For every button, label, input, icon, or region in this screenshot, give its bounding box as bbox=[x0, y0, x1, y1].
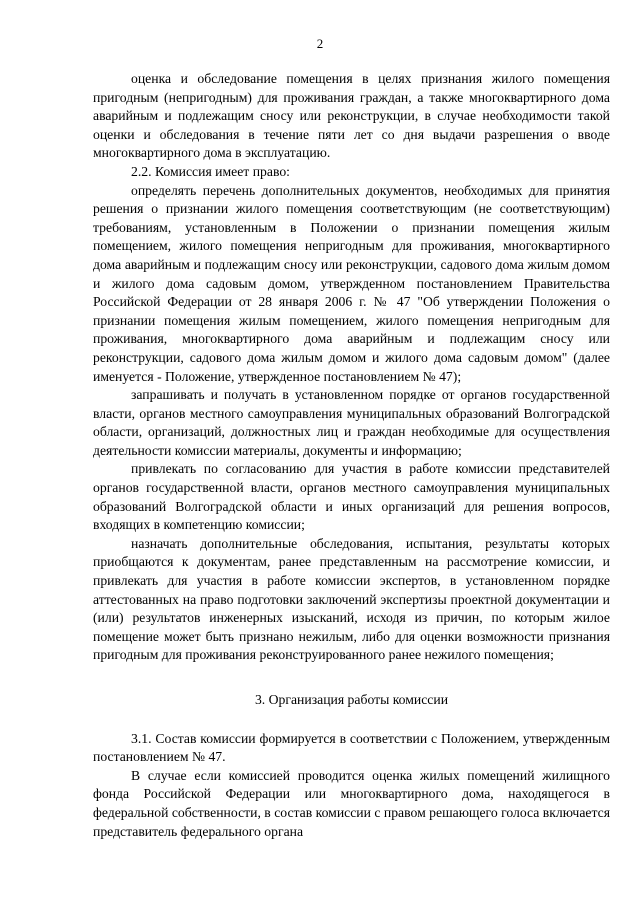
paragraph-commission-rights-heading: 2.2. Комиссия имеет право: bbox=[131, 163, 290, 179]
paragraph-federal-representative: В случае если комиссией проводится оценка жилых помещений жилищного фонда Российской Федерации или многоквартирного дома, находящегося в федеральной собственности, в состав комиссии с правом решающего голоса включается представитель федерального органа bbox=[93, 767, 610, 839]
page-number: 2 bbox=[316, 36, 324, 51]
paragraph-involve-representatives: привлекать по согласованию для участия в работе комиссии представителей органов государственной власти, органов местного самоуправления муниципальных образований Волгоградской области и иных организаций для решения вопросов, входящих в компетенцию комиссии; bbox=[93, 461, 610, 533]
paragraph-define-documents: определять перечень дополнительных документов, необходимых для принятия решения о признании жилого помещения соответствующим (не соответствующим) требованиям, установленным в Положении о признании помещения жилым помещением, жилого помещения непригодным для проживания, многоквартирного дома аварийным и подлежащим сносу или реконструкции, садового дома жилым домом и жилого дома садовым домом, утвержденном постановлением Правительства Российской Федерации от 28 января 2006 г. № 47 "Об утверждении Положения о признании помещения жилым помещением, жилого помещения непригодным для проживания, многоквартирного дома аварийным и подлежащим сносу или реконструкции, садового дома жилым домом и жилого дома садовым домом" (далее именуется - Положение, утвержденное постановлением № 47); bbox=[93, 182, 610, 384]
paragraph-assessment: оценка и обследование помещения в целях признания жилого помещения пригодным (непригодным) для проживания граждан, а также многоквартирного дома аварийным и подлежащим сносу или реконструкции, в случае необходимости такой оценки и обследования в течение пяти лет со дня выдачи разрешения о вводе многоквартирного дома в эксплуатацию. bbox=[93, 71, 610, 161]
paragraph-additional-inspections: назначать дополнительные обследования, испытания, результаты которых приобщаются к документам, ранее представленным на рассмотрение комиссии, и привлекать для участия в работе комиссии экспертов, в установленном порядке аттестованных на право подготовки заключений экспертизы проектной документации и (или) результатов инженерных изысканий, исходя из причин, по которым жилое помещение может быть признано нежилым, либо для оценки возможности признания пригодным для проживания реконструированного ранее нежилого помещения; bbox=[93, 535, 610, 663]
paragraph-request-materials: запрашивать и получать в установленном порядке от органов государственной власти, органов местного самоуправления муниципальных образований Волгоградской области, организаций, должностных лиц и граждан необходимые для осуществления деятельности комиссии материалы, документы и информацию; bbox=[93, 387, 610, 458]
document-body bbox=[93, 70, 610, 841]
section-heading: 3. Организация работы комиссии bbox=[254, 692, 449, 707]
paragraph-commission-composition: 3.1. Состав комиссии формируется в соответствии с Положением, утвержденным постановлением № 47. bbox=[93, 730, 610, 765]
